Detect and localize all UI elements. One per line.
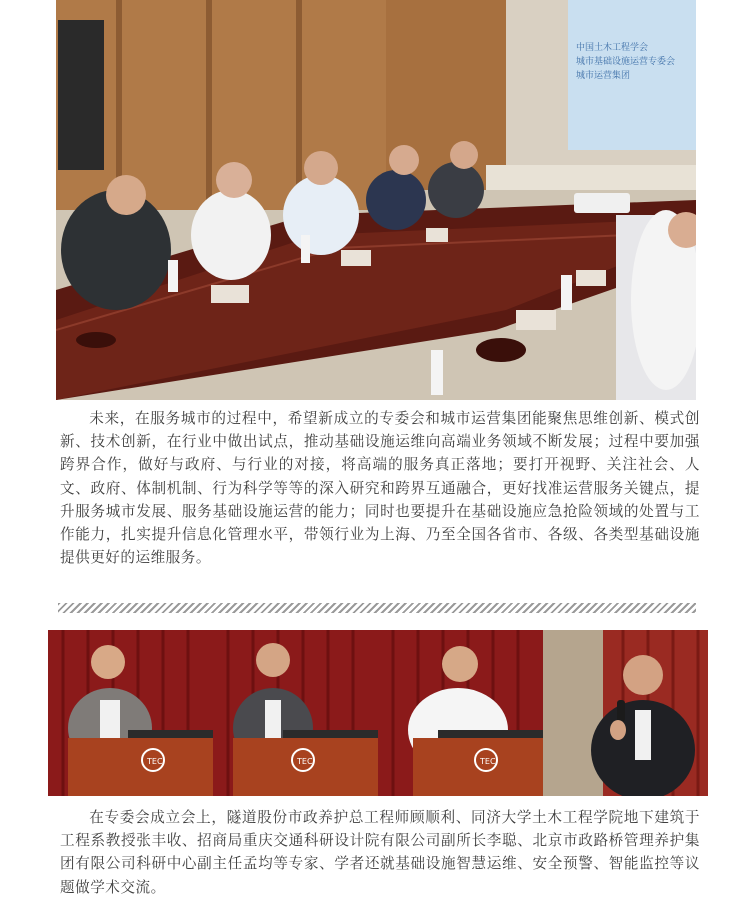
podium (68, 738, 213, 796)
podium-logo: TEC (297, 757, 313, 766)
speaker-photo-4 (543, 630, 708, 796)
paragraph-academic-exchange: 在专委会成立会上，隧道股份市政养护总工程师顾顺利、同济大学土木工程学院地下建筑于工程系教授张丰收、招商局重庆交通科研设计院有限公司副所长李聪、北京市政路桥管理养护集团有限公司科研中心副主任孟均等专家、学者还就基础设施智慧运维、安全预警、智能监控等议题做学术交流。 (60, 809, 700, 896)
speaker-photo-3 (378, 630, 543, 796)
podium (233, 738, 378, 796)
microphone-icon (617, 700, 625, 722)
meeting-photo (56, 0, 696, 400)
podium-logo: TEC (480, 757, 496, 766)
speaker-photo-2 (213, 630, 378, 796)
paragraph-future-outlook: 未来，在服务城市的过程中，希望新成立的专委会和城市运营集团能聚焦思维创新、模式创新、技术创新，在行业中做出试点，推动基础设施运维向高端业务领域不断发展；过程中要加强跨界合作，做好与政府、与行业的对接，将高端的服务真正落地；要打开视野、关注社会、人文、政府、体制机制、行为科学等等的深入研究和跨界互通融合，更好找准运营服务关键点，提升服务城市发展、服务基础设施运营的能力；同时也要提升在基础设施应急抢险领域的处置与工作能力，扎实提升信息化管理水平，带领行业为上海、乃至全国各省市、各级、各类型基础设施提供更好的运维服务。 (60, 410, 700, 567)
podium-logo: TEC (147, 757, 163, 766)
screen-text-3: 城市运营集团 (576, 71, 631, 81)
screen-text-1: 中国土木工程学会 (576, 43, 649, 53)
hatched-divider (58, 603, 696, 613)
speaker-photo-strip (48, 630, 708, 796)
screen-text-2: 城市基础设施运营专委会 (576, 57, 676, 67)
projector (574, 193, 630, 213)
speaker-photo-1 (48, 630, 213, 796)
